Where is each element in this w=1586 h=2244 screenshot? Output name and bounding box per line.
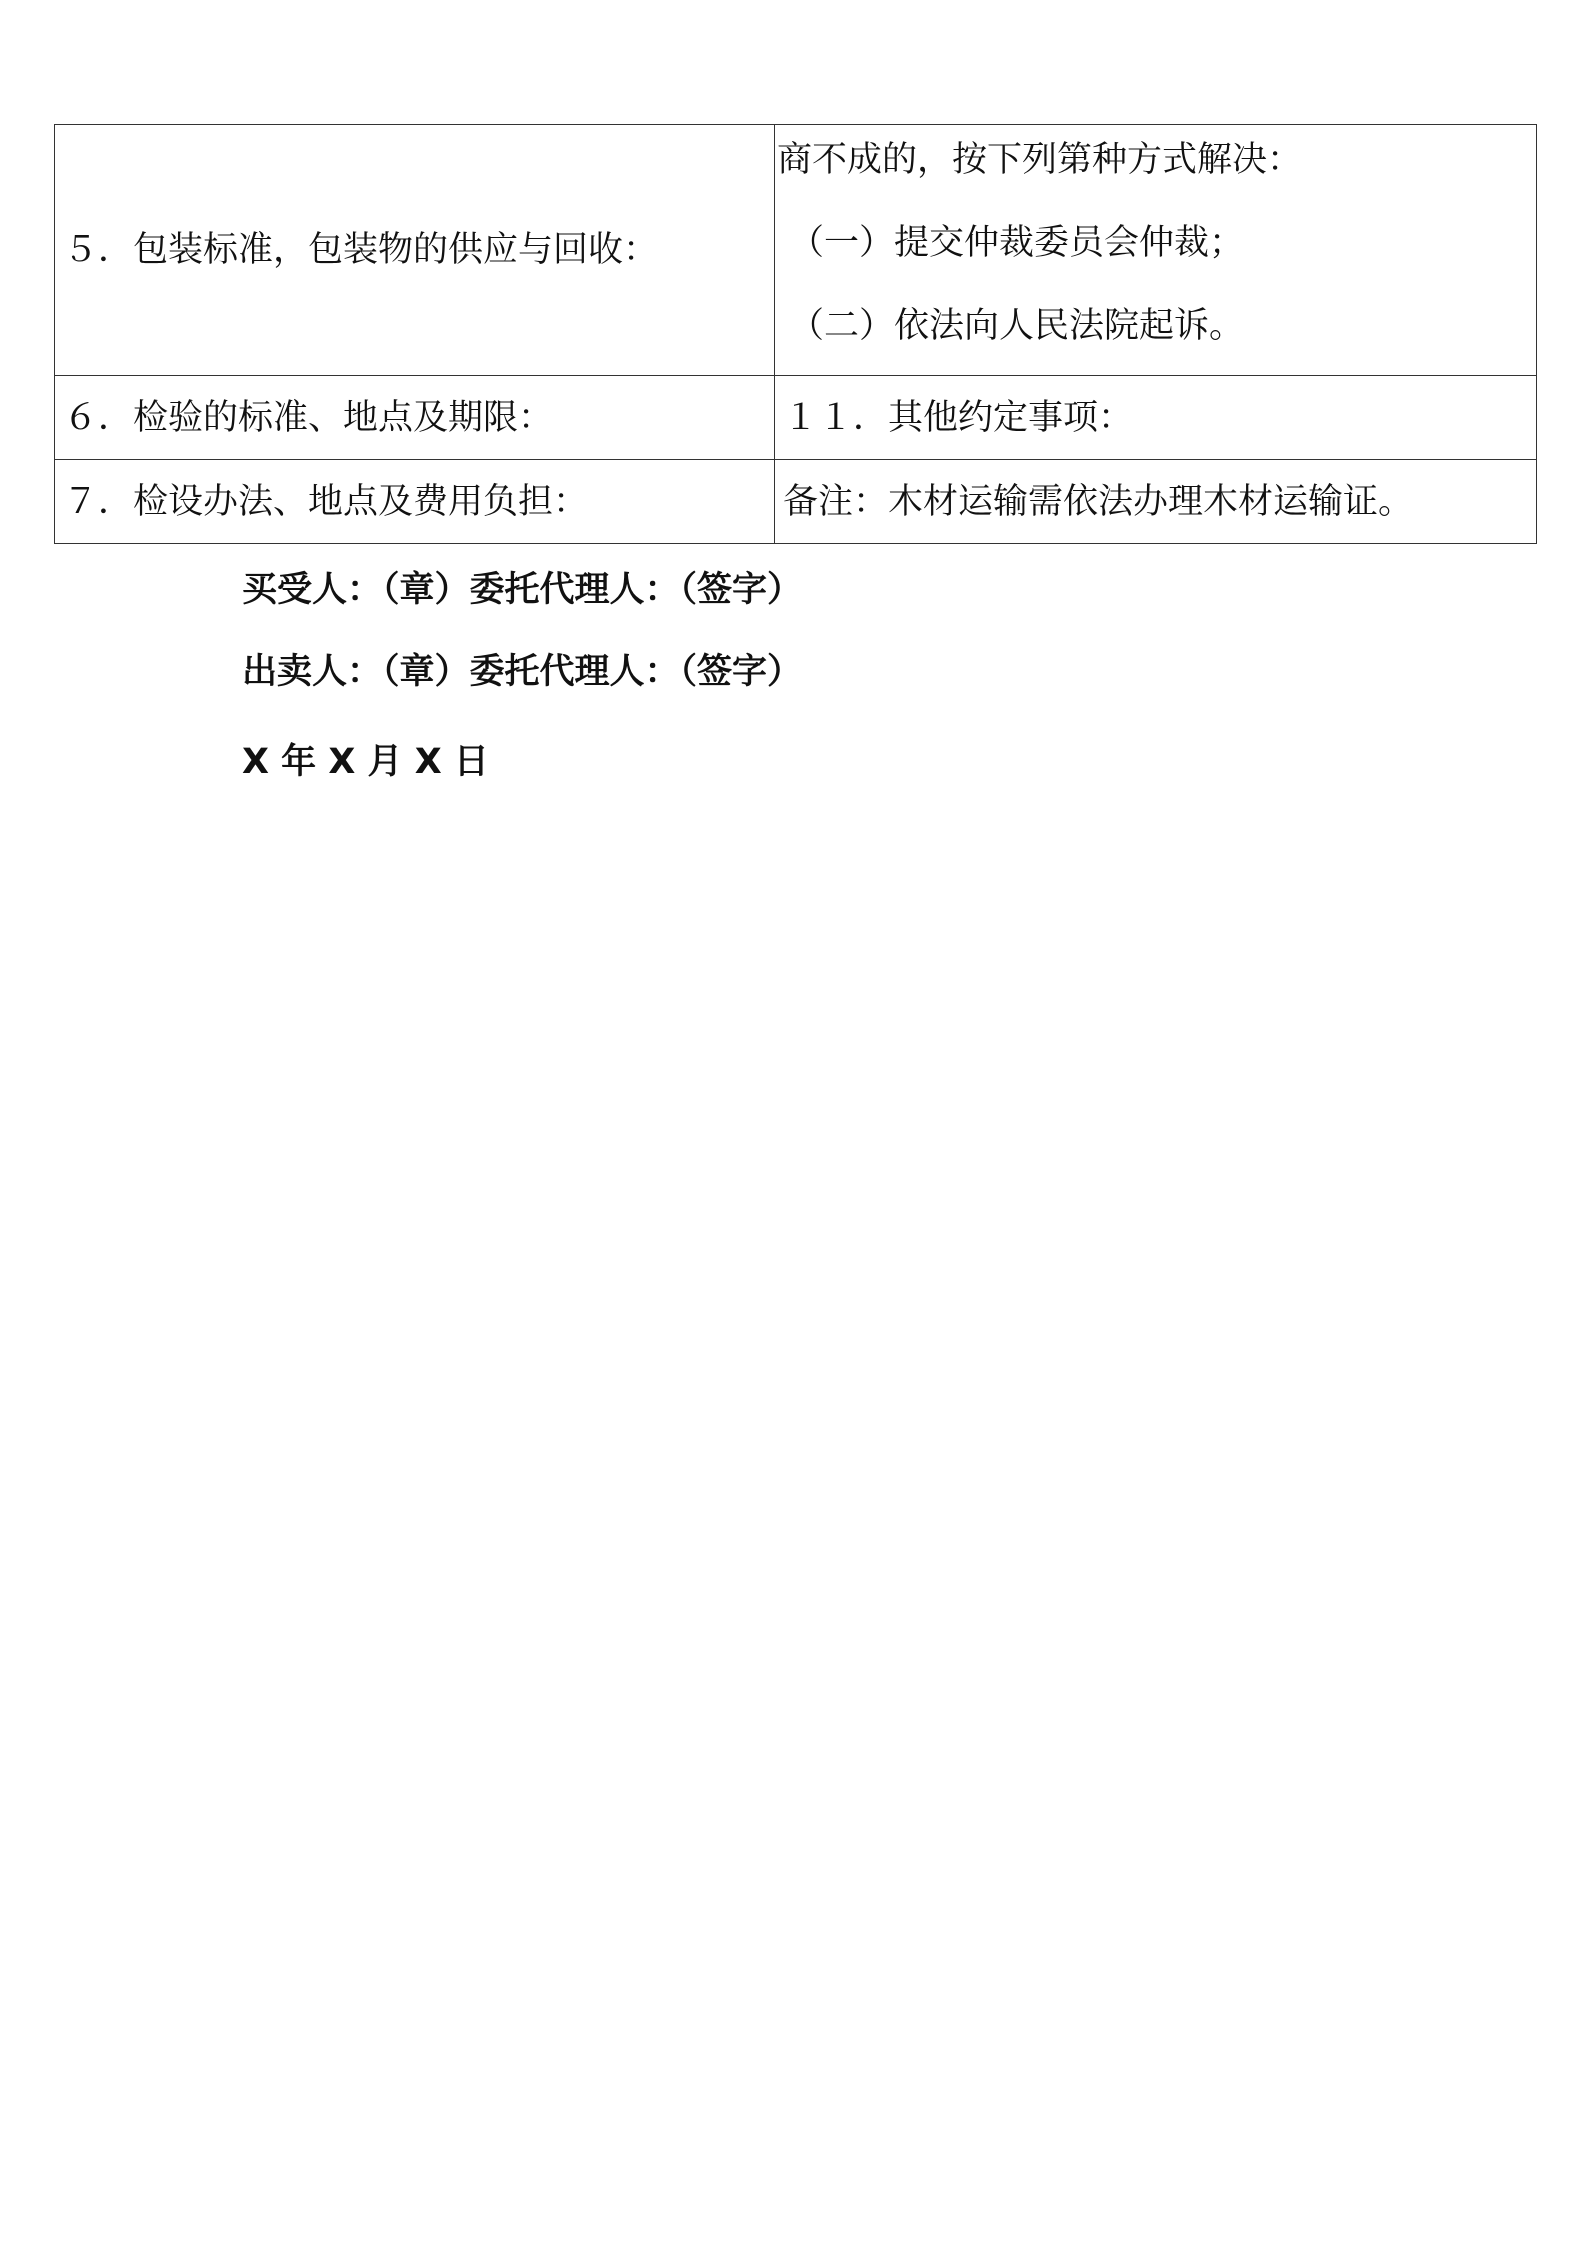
term-remarks: 备注：木材运输需依法办理木材运输证。 <box>775 460 1537 544</box>
term-packaging-standard: ５．包装标准，包装物的供应与回收： <box>55 125 775 376</box>
dispute-option-arbitration: （一）提交仲裁委员会仲裁； <box>789 223 1245 263</box>
dispute-resolution-cell <box>775 125 1537 376</box>
signature-date: X 年 X 月 X 日 <box>242 742 489 782</box>
buyer-signature-line: 买受人：（章）委托代理人：（签字） <box>242 570 803 610</box>
contract-terms-table <box>54 124 1537 544</box>
term-inspection-method: ７．检设办法、地点及费用负担： <box>55 460 775 544</box>
seller-signature-line: 出卖人：（章）委托代理人：（签字） <box>242 652 803 692</box>
term-other-agreements: １１．其他约定事项： <box>775 376 1537 460</box>
table-row <box>55 376 1537 460</box>
table-row <box>55 125 1537 376</box>
dispute-option-court: （二）依法向人民法院起诉。 <box>789 306 1245 346</box>
dispute-resolution-intro: 商不成的，按下列第种方式解决： <box>777 140 1303 180</box>
term-inspection-standard: ６．检验的标准、地点及期限： <box>55 376 775 460</box>
table-row <box>55 460 1537 544</box>
